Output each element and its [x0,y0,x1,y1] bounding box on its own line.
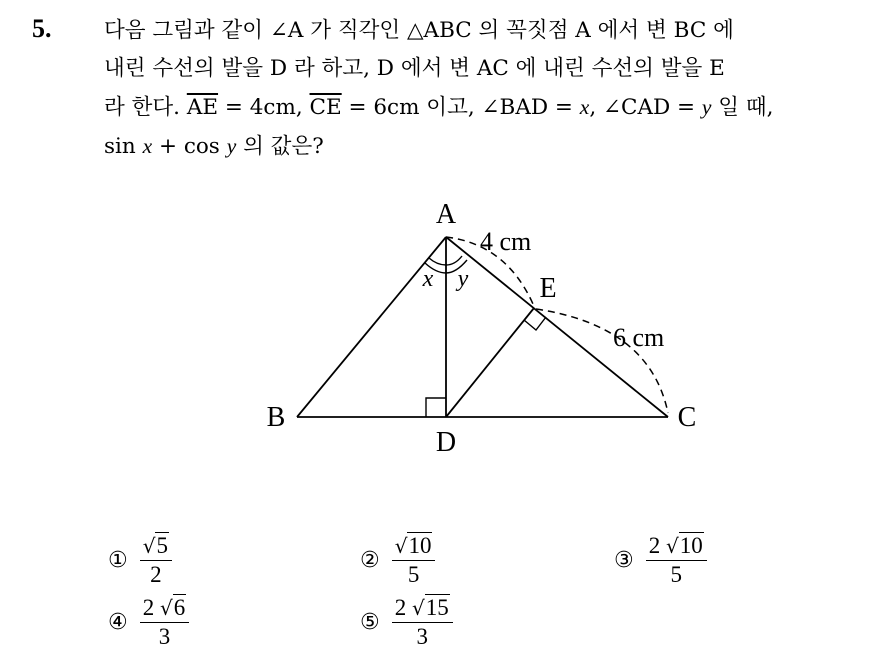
choice-1-fraction [140,534,172,587]
triangle-figure [240,186,700,466]
sqrt-symbol: √ [142,534,156,558]
question-text [104,12,864,166]
choice-2-denominator: 5 [407,562,420,587]
choice-5-number: ⑤ [360,610,380,635]
text-segment: 일 때, [711,95,774,120]
vertex-b-label: B [266,402,286,433]
choice-3-fraction [646,534,707,587]
text-segment: 의 값은? [236,134,324,159]
choice-1-number: ① [108,548,128,573]
angle-arc-y [446,256,462,265]
text-segment: + cos [152,134,227,159]
length-ae-label: 4 cm [480,227,532,256]
var-x: x [579,95,590,119]
choice-1-denominator: 2 [150,562,162,587]
segment-ce-label: $\overline{CE}$ [309,95,342,120]
question-number: 5. [32,14,52,43]
vertex-e-label: E [539,273,557,304]
choice-4-radicand: 6 [173,595,186,620]
text-segment: sin [104,134,143,159]
choice-1-radicand: 5 [156,533,168,558]
choice-3-radicand: 10 [679,533,703,558]
vertex-a-label: A [435,199,457,230]
choice-2-number: ② [360,548,380,573]
choice-3[interactable] [614,534,707,587]
choice-5-denominator: 3 [416,624,428,649]
choice-2-radicand: 10 [408,533,432,558]
choice-3-number: ③ [614,548,634,573]
perpendicular-de [446,308,534,417]
angle-y-label: y [457,266,469,292]
text-segment: , ∠CAD = [589,95,702,120]
angle-arc-x [429,258,446,265]
choice-4-number: ④ [108,610,128,635]
right-angle-mark-d [426,398,446,417]
choice-4[interactable] [108,596,189,649]
angle-x-label: x [422,266,434,292]
vertex-d-label: D [435,427,457,458]
choice-4-denominator: 3 [158,624,171,649]
text-segment: = 4cm, [218,95,310,120]
var-y: y [701,95,712,119]
text-segment: = 6cm 이고, ∠BAD = [341,95,580,120]
sqrt-symbol: √ [159,596,173,620]
choice-4-coef: 2 [142,595,160,620]
var-x: x [142,134,153,158]
sqrt-symbol: √ [394,534,408,558]
choice-1[interactable] [108,534,172,587]
question-line-2: 내린 수선의 발을 D 라 하고, D 에서 변 AC 에 내린 수선의 발을 E [104,56,725,81]
choice-4-fraction [140,596,190,649]
right-angle-mark-e [524,317,546,330]
choice-5-fraction [392,596,453,649]
vertex-c-label: C [677,402,697,433]
question-line-4 [104,127,864,166]
side-ab [297,237,446,417]
choice-5-coef: 2 [394,595,412,620]
question-line-1: 다음 그림과 같이 ∠A 가 직각인 △ABC 의 꼭짓점 A 에서 변 BC 에 [104,18,734,43]
choice-2[interactable] [360,534,435,587]
text-segment: 라 한다. [104,95,187,120]
var-y: y [226,134,237,158]
length-ce-label: 6 cm [613,323,665,352]
choice-5[interactable] [360,596,453,649]
sqrt-symbol: √ [665,534,679,558]
question-line-3 [104,88,864,127]
choice-2-fraction [392,534,436,587]
sqrt-symbol: √ [411,596,425,620]
segment-ae-label: $\overline{AE}$ [186,95,219,120]
choice-5-radicand: 15 [425,595,449,620]
choice-3-coef: 2 [648,533,666,558]
choice-3-denominator: 5 [670,562,682,587]
